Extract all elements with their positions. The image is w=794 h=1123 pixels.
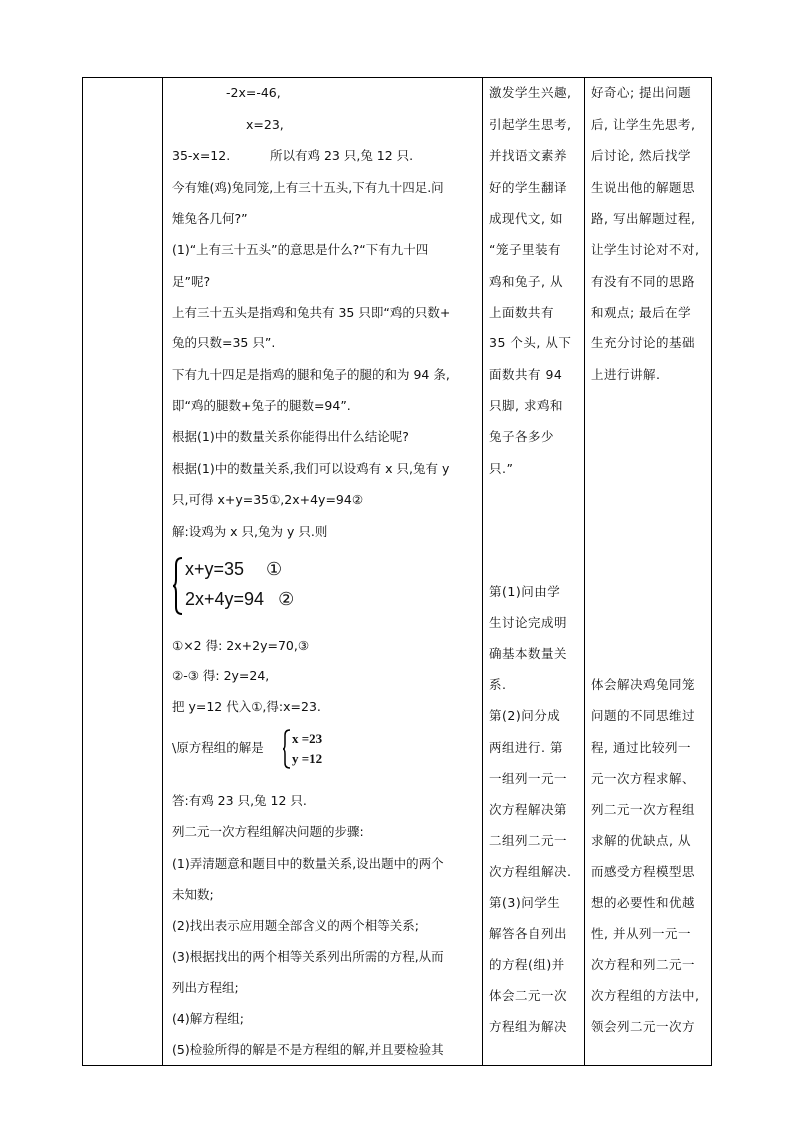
content-line: 只,可得 x+y=35①,2x+4y=94②	[172, 492, 364, 507]
student-activity-column	[482, 78, 584, 1065]
activity-line: 次方程组解决.	[489, 864, 572, 879]
activity-line: 鸡和兔子, 从	[489, 274, 563, 289]
activity-line: 生讨论完成明	[489, 615, 568, 630]
intent-line: 路, 写出解题过程,	[591, 211, 696, 226]
content-line: 列出方程组;	[172, 980, 239, 995]
intent-line: 程, 通过比较列一	[591, 740, 691, 755]
content-line: 列二元一次方程组解决问题的步骤:	[172, 824, 364, 839]
activity-line: 二组列二元一	[489, 833, 568, 848]
intent-line: 后讨论, 然后找学	[591, 148, 691, 163]
activity-line: 引起学生思考,	[489, 117, 572, 132]
intent-line: 想的必要性和优越	[591, 895, 696, 910]
intent-line: 让学生讨论对不对,	[591, 242, 700, 257]
intent-line: 列二元一次方程组	[591, 802, 696, 817]
content-line: 兔的只数=35 只”.	[172, 335, 276, 350]
activity-line: 的方程(组)并	[489, 957, 565, 972]
activity-line: 好的学生翻译	[489, 180, 568, 195]
brace-icon	[282, 729, 291, 769]
solution-label: \原方程组的解是	[172, 740, 264, 755]
activity-line: “笼子里装有	[489, 242, 561, 257]
activity-line: 并找语文素养	[489, 148, 568, 163]
content-line: (1)弄清题意和题目中的数量关系,设出题中的两个	[172, 856, 444, 871]
content-line: 解:设鸡为 x 只,兔为 y 只.则	[172, 524, 328, 539]
content-line: 把 y=12 代入①,得:x=23.	[172, 699, 321, 714]
activity-line: 第(2)问分成	[489, 708, 561, 723]
content-line: 上有三十五头是指鸡和兔共有 35 只即“鸡的只数+	[172, 305, 451, 320]
content-line: (1)“上有三十五头”的意思是什么?“下有九十四	[172, 242, 429, 257]
intent-line: 和观点; 最后在学	[591, 305, 692, 320]
activity-line: 两组进行. 第	[489, 740, 563, 755]
content-line: (2)找出表示应用题全部含义的两个相等关系;	[172, 918, 419, 933]
activity-line: 只脚, 求鸡和	[489, 398, 563, 413]
content-line: (4)解方程组;	[172, 1011, 244, 1026]
activity-line: 一组列一元一	[489, 771, 568, 786]
content-line: 雉兔各几何?”	[172, 211, 248, 226]
intent-line: 好奇心; 提出问题	[591, 85, 692, 100]
activity-line: 确基本数量关	[489, 646, 568, 661]
activity-line: 第(3)问学生	[489, 895, 561, 910]
content-line: 答:有鸡 23 只,兔 12 只.	[172, 793, 307, 808]
content-line: 未知数;	[172, 887, 214, 902]
equation-1: x+y=35 ①	[185, 559, 283, 579]
intent-line: 生说出他的解题思	[591, 180, 696, 195]
activity-line: 解答各自列出	[489, 926, 568, 941]
intent-line: 次方程组的方法中,	[591, 988, 700, 1003]
equation-2: 2x+4y=94 ②	[185, 589, 295, 609]
content-line: -2x=-46,	[226, 85, 281, 100]
content-line: 今有雉(鸡)兔同笼,上有三十五头,下有九十四足.问	[172, 180, 444, 195]
activity-line: 方程组为解决	[489, 1019, 568, 1034]
content-line: 即“鸡的腿数+兔子的腿数=94”.	[172, 398, 351, 413]
content-line: (5)检验所得的解是不是方程组的解,并且要检验其	[172, 1042, 444, 1057]
intent-line: 而感受方程模型思	[591, 864, 696, 879]
intent-line: 生充分讨论的基础	[591, 335, 696, 350]
activity-line: 只.”	[489, 461, 514, 476]
intent-line: 领会列二元一次方	[591, 1019, 696, 1034]
design-intent-column	[584, 78, 711, 1065]
activity-line: 成现代文, 如	[489, 211, 563, 226]
content-line: 根据(1)中的数量关系,我们可以设鸡有 x 只,兔有 y	[172, 461, 450, 476]
intent-line: 次方程和列二元一	[591, 957, 696, 972]
content-line: ①×2 得: 2x+2y=70,③	[172, 638, 310, 653]
activity-line: 第(1)问由学	[489, 584, 561, 599]
content-line: 35-x=12.	[172, 148, 231, 163]
intent-line: 性, 并从列一元一	[591, 926, 691, 941]
equation-system	[172, 557, 322, 615]
activity-line: 兔子各多少	[489, 429, 555, 444]
solution-y: y =12	[292, 751, 323, 766]
content-line: (3)根据找出的两个相等关系列出所需的方程,从而	[172, 949, 444, 964]
content-line: x=23,	[246, 117, 284, 132]
content-line: 下有九十四足是指鸡的腿和兔子的腿的和为 94 条,	[172, 367, 450, 382]
teaching-content-column	[162, 78, 482, 1065]
activity-line: 面数共有 94	[489, 367, 563, 382]
brace-icon	[172, 557, 184, 615]
activity-line: 体会二元一次	[489, 988, 568, 1003]
table-border-right	[711, 78, 712, 1065]
content-line: 所以有鸡 23 只,兔 12 只.	[270, 148, 414, 163]
content-line: ②-③ 得: 2y=24,	[172, 668, 270, 683]
intent-line: 求解的优缺点, 从	[591, 833, 691, 848]
lesson-table	[82, 77, 712, 1066]
empty-left-column	[82, 78, 162, 1065]
content-line: 足”呢?	[172, 274, 211, 289]
activity-line: 35 个头, 从下	[489, 335, 572, 350]
activity-line: 系.	[489, 677, 507, 692]
intent-line: 体会解决鸡兔同笼	[591, 677, 696, 692]
content-line: 根据(1)中的数量关系你能得出什么结论呢?	[172, 429, 409, 444]
intent-line: 元一次方程求解、	[591, 771, 696, 786]
intent-line: 有没有不同的思路	[591, 274, 696, 289]
activity-line: 上面数共有	[489, 305, 555, 320]
intent-line: 后, 让学生先思考,	[591, 117, 696, 132]
activity-line: 激发学生兴趣,	[489, 85, 572, 100]
activity-line: 次方程解决第	[489, 802, 568, 817]
intent-line: 问题的不同思维过	[591, 708, 696, 723]
solution-block	[172, 729, 372, 769]
solution-x: x =23	[292, 731, 323, 746]
intent-line: 上进行讲解.	[591, 367, 661, 382]
